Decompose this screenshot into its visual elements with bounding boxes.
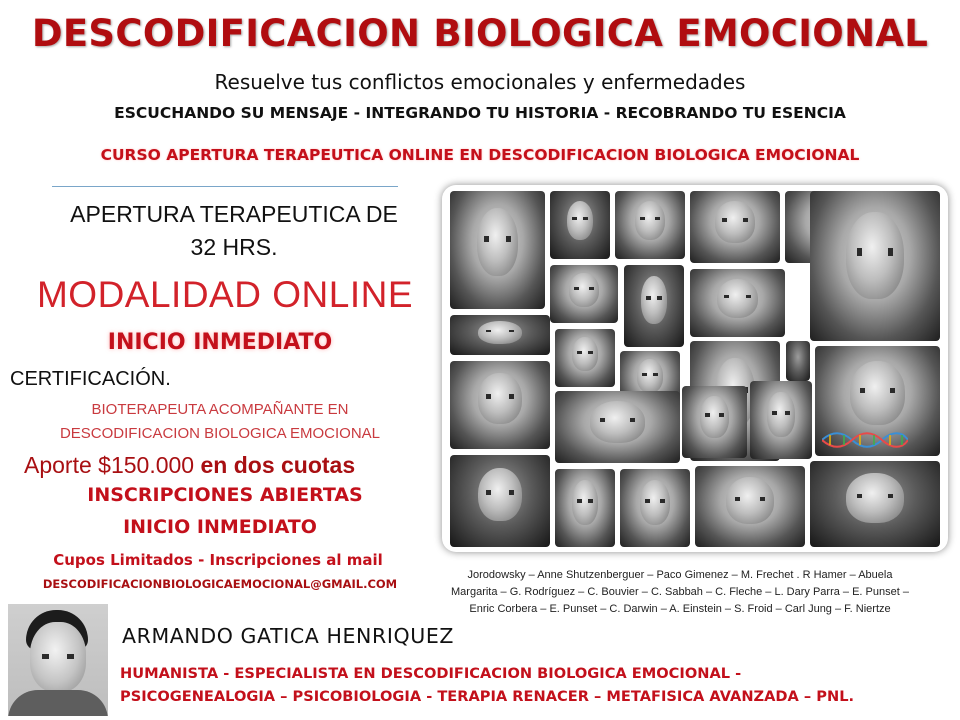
apertura-line-2: 32 HRS. xyxy=(190,234,278,260)
certificacion-label: CERTIFICACIÓN. xyxy=(10,368,171,390)
collage-photo xyxy=(786,341,810,381)
collage-photo xyxy=(450,191,545,309)
inicio-inmediato-text: INICIO INMEDIATO xyxy=(123,516,317,538)
collage-photo xyxy=(624,265,684,347)
author-titles-line-2: PSICOGENEALOGIA – PSICOBIOLOGIA - TERAPIA RENACER – METAFISICA AVANZADA – PNL. xyxy=(120,688,855,705)
bioterapeuta-text xyxy=(20,398,420,446)
collage-photo xyxy=(750,381,812,459)
collage-photo xyxy=(620,469,690,547)
collage-photo xyxy=(450,315,550,355)
apertura-line-1: APERTURA TERAPEUTICA DE xyxy=(70,201,398,227)
collage-photo xyxy=(450,455,550,547)
collage-photo xyxy=(810,461,940,547)
collage-photo xyxy=(555,329,615,387)
divider xyxy=(52,186,398,187)
collage-photo xyxy=(690,269,785,337)
collage-photo xyxy=(690,191,780,263)
collage-photo xyxy=(695,466,805,547)
aporte-label: Aporte xyxy=(24,452,92,478)
cupos-text: Cupos Limitados - Inscripciones al mail xyxy=(53,551,383,569)
names-line-2: Margarita – G. Rodríguez – C. Bouvier – C. Sabbah – C. Fleche – L. Dary Parra – E. Punset – xyxy=(451,586,909,598)
page-title: DESCODIFICACION BIOLOGICA EMOCIONAL xyxy=(31,12,929,55)
author-name: ARMANDO GATICA HENRIQUEZ xyxy=(122,624,455,648)
author-titles xyxy=(120,662,950,708)
aporte-price xyxy=(24,452,434,479)
names-line-1: Jorodowsky – Anne Shutzenberguer – Paco Gimenez – M. Frechet . R Hamer – Abuela xyxy=(467,569,893,581)
course-title: CURSO APERTURA TERAPEUTICA ONLINE EN DESCODIFICACION BIOLOGICA EMOCIONAL xyxy=(100,146,860,164)
collage-photo xyxy=(550,191,610,259)
apertura-text xyxy=(24,198,444,264)
inicio-inmediato-heading: INICIO INMEDIATO xyxy=(107,330,333,355)
modalidad-heading: MODALIDAD ONLINE xyxy=(36,274,413,315)
photo-collage xyxy=(442,185,948,552)
collage-photo xyxy=(682,386,747,458)
tagline: ESCUCHANDO SU MENSAJE - INTEGRANDO TU HISTORIA - RECOBRANDO TU ESENCIA xyxy=(114,104,846,122)
author-photo xyxy=(8,604,108,716)
collage-photo xyxy=(555,391,680,463)
bioterapeuta-line-2: DESCODIFICACION BIOLOGICA EMOCIONAL xyxy=(59,425,381,442)
collage-photo xyxy=(555,469,615,547)
aporte-amount: $150.000 xyxy=(98,452,195,478)
subtitle: Resuelve tus conflictos emocionales y enfermedades xyxy=(214,70,746,94)
collage-photo xyxy=(615,191,685,259)
bioterapeuta-line-1: BIOTERAPEUTA ACOMPAÑANTE EN xyxy=(91,401,349,418)
collage-photo xyxy=(810,191,940,341)
collage-photo xyxy=(450,361,550,449)
names-line-3: Enric Corbera – E. Punset – C. Darwin – A. Einstein – S. Froid – Carl Jung – F. Niertze xyxy=(469,603,891,615)
inscripciones-text: INSCRIPCIONES ABIERTAS xyxy=(87,484,363,506)
dna-icon xyxy=(822,431,908,449)
collage-photo xyxy=(550,265,618,323)
contact-email[interactable]: DESCODIFICACIONBIOLOGICAEMOCIONAL@GMAIL.COM xyxy=(42,577,398,591)
author-titles-line-1: HUMANISTA - ESPECIALISTA EN DESCODIFICACION BIOLOGICA EMOCIONAL - xyxy=(120,665,742,682)
collage-names xyxy=(412,567,948,618)
aporte-cuotas: en dos cuotas xyxy=(200,452,356,478)
